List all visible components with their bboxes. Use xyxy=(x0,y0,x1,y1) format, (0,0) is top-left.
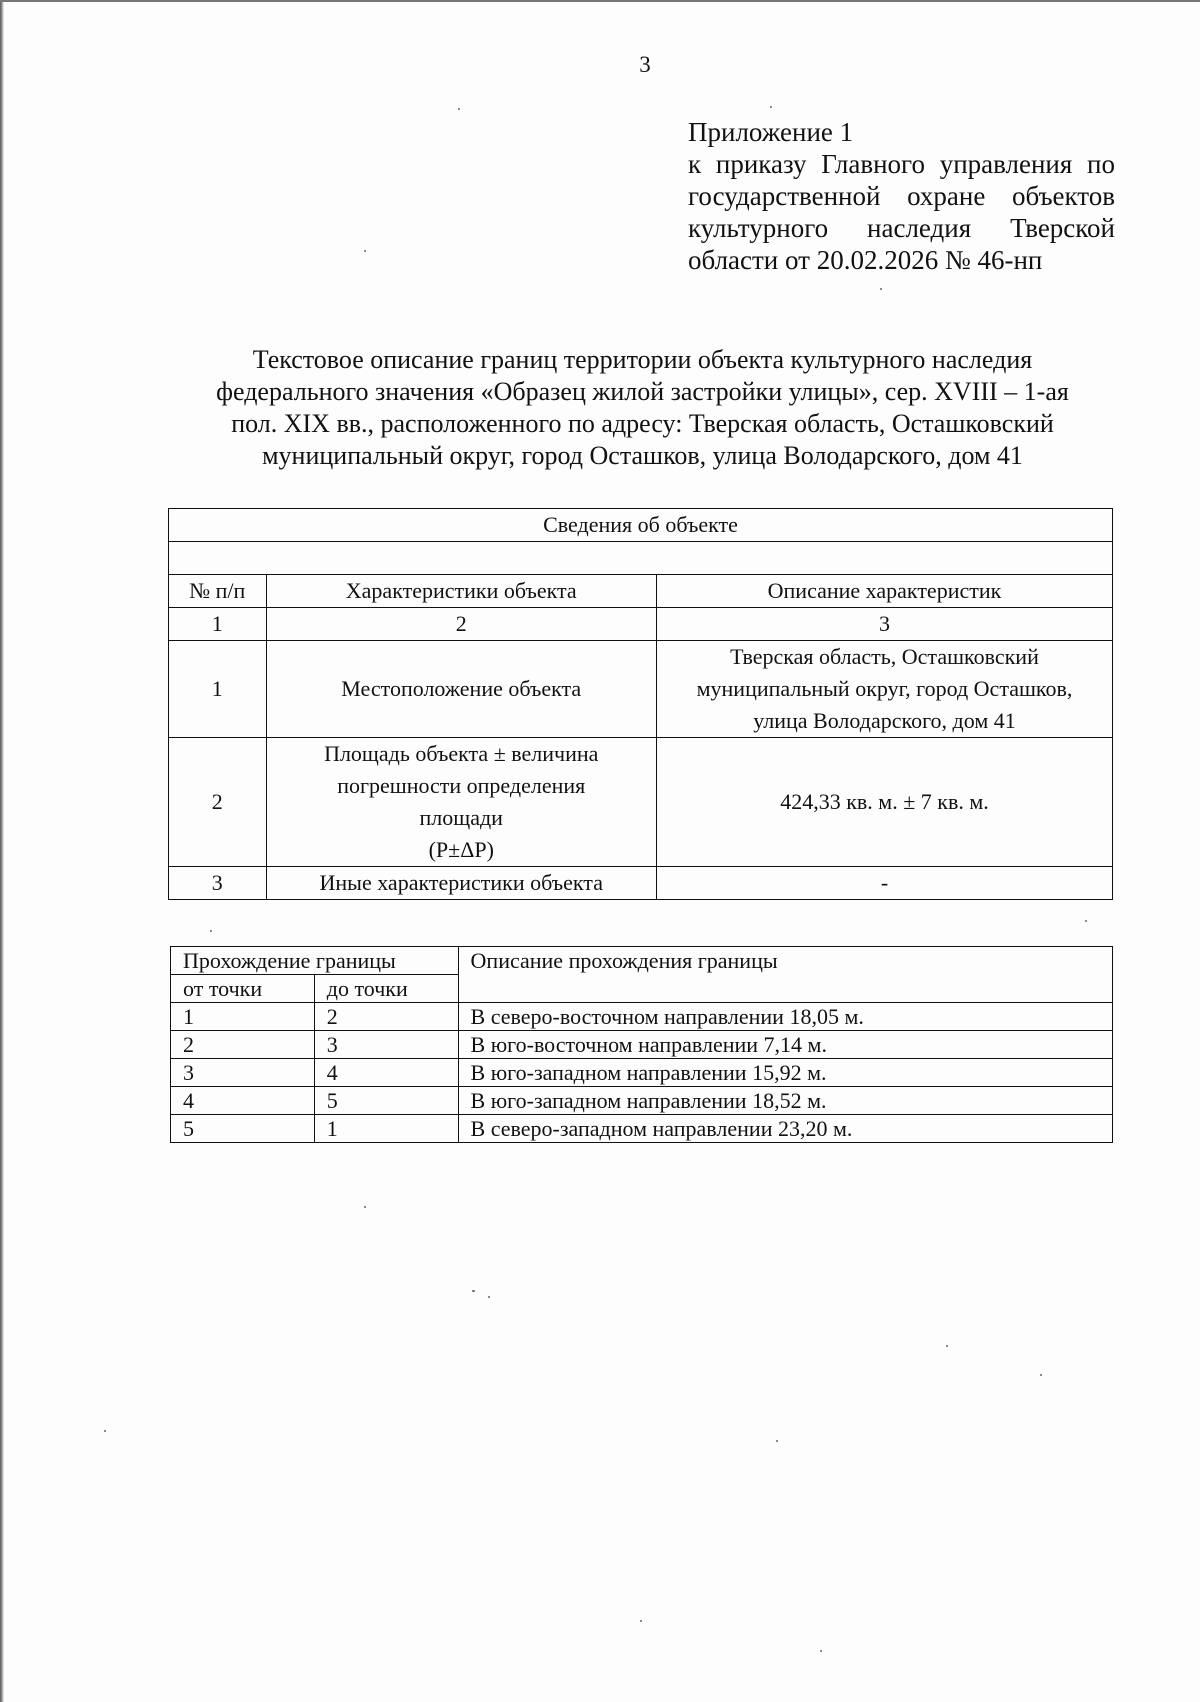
table-row xyxy=(169,867,1113,900)
boundary-description: В северо-западном направлении 23,20 м. xyxy=(458,1115,1112,1143)
scan-speck xyxy=(472,1290,475,1292)
scan-speck xyxy=(488,1296,490,1298)
to-point: 2 xyxy=(314,1003,458,1031)
boundary-description: В северо-восточном направлении 18,05 м. xyxy=(458,1003,1112,1031)
scan-speck xyxy=(1085,920,1087,922)
to-point: 1 xyxy=(314,1115,458,1143)
table-row xyxy=(171,1059,1113,1087)
column-number: 3 xyxy=(656,608,1112,641)
header-to-point: до точки xyxy=(314,975,458,1003)
column-number: 1 xyxy=(169,608,267,641)
scan-speck xyxy=(210,930,212,932)
text-line: погрешности определения xyxy=(337,773,586,798)
scan-speck xyxy=(776,1440,778,1442)
table-row xyxy=(171,1115,1113,1143)
text-line: 424,33 кв. м. ± 7 кв. м. xyxy=(780,789,989,814)
to-point: 5 xyxy=(314,1087,458,1115)
text-line: площади xyxy=(419,805,503,830)
text-line: улица Володарского, дом 41 xyxy=(753,708,1016,733)
text-line: Площадь объекта ± величина xyxy=(324,741,599,766)
table-row xyxy=(171,1031,1113,1059)
appendix-header xyxy=(688,116,1115,276)
boundary-description: В юго-западном направлении 15,92 м. xyxy=(458,1059,1112,1087)
row-description xyxy=(656,738,1112,867)
to-point: 3 xyxy=(314,1031,458,1059)
header-number: № п/п xyxy=(169,575,267,608)
row-number: 2 xyxy=(169,738,267,867)
boundary-description: В юго-восточном направлении 7,14 м. xyxy=(458,1031,1112,1059)
header-characteristic: Характеристики объекта xyxy=(266,575,656,608)
table-row xyxy=(169,641,1113,738)
text-line: - xyxy=(880,870,889,895)
boundary-table xyxy=(170,946,1113,1143)
text-line: Местоположение объекта xyxy=(341,676,582,701)
from-point: 3 xyxy=(171,1059,315,1087)
header-description: Описание характеристик xyxy=(656,575,1112,608)
text-line: Тверская область, Осташковский xyxy=(730,644,1039,669)
text-line: Иные характеристики объекта xyxy=(319,870,603,895)
scan-speck xyxy=(820,1650,822,1652)
scan-edge-top xyxy=(0,0,1200,2)
from-point: 2 xyxy=(171,1031,315,1059)
scan-speck xyxy=(946,1345,948,1347)
scan-speck xyxy=(104,1430,106,1432)
appendix-order-reference: к приказу Главного управления по государственной охране объектов культурного наследия Тверской области от 20.02.2026 № 46-нп xyxy=(688,149,1115,275)
table-row xyxy=(169,738,1113,867)
scan-speck xyxy=(770,106,772,108)
object-info-table xyxy=(168,508,1113,900)
scan-speck xyxy=(1040,1374,1042,1376)
table-empty-row xyxy=(169,542,1113,575)
scan-speck xyxy=(880,288,882,290)
header-from-point: от точки xyxy=(171,975,315,1003)
scan-speck xyxy=(458,108,460,110)
row-number: 3 xyxy=(169,867,267,900)
document-title-line: муниципальный округ, город Осташков, улица Володарского, дом 41 xyxy=(262,441,1023,470)
table-row xyxy=(171,1003,1113,1031)
from-point: 5 xyxy=(171,1115,315,1143)
row-characteristic xyxy=(266,738,656,867)
from-point: 1 xyxy=(171,1003,315,1031)
document-title xyxy=(160,344,1125,472)
scan-speck xyxy=(364,250,366,252)
to-point: 4 xyxy=(314,1059,458,1087)
text-line: (P±ΔP) xyxy=(428,837,494,862)
appendix-title: Приложение 1 xyxy=(688,117,854,147)
document-title-line: федерального значения «Образец жилой застройки улицы», сер. XVIII – 1-ая xyxy=(216,377,1069,406)
text-line: муниципальный округ, город Осташков, xyxy=(696,676,1073,701)
row-description xyxy=(656,867,1112,900)
page-number: 3 xyxy=(639,52,651,77)
header-boundary-description: Описание прохождения границы xyxy=(458,947,1112,1003)
document-title-line: пол. XIX вв., расположенного по адресу: Тверская область, Осташковский xyxy=(231,409,1054,438)
row-characteristic xyxy=(266,867,656,900)
row-number: 1 xyxy=(169,641,267,738)
table-caption: Сведения об объекте xyxy=(169,509,1113,542)
from-point: 4 xyxy=(171,1087,315,1115)
boundary-description: В юго-западном направлении 18,52 м. xyxy=(458,1087,1112,1115)
scan-edge xyxy=(0,0,4,1702)
table-row xyxy=(171,1087,1113,1115)
scan-speck xyxy=(364,1206,366,1208)
document-title-line: Текстовое описание границ территории объекта культурного наследия xyxy=(252,345,1033,374)
scan-speck xyxy=(640,1620,642,1622)
column-number: 2 xyxy=(266,608,656,641)
header-boundary-passage: Прохождение границы xyxy=(171,947,459,975)
row-characteristic xyxy=(266,641,656,738)
row-description xyxy=(656,641,1112,738)
